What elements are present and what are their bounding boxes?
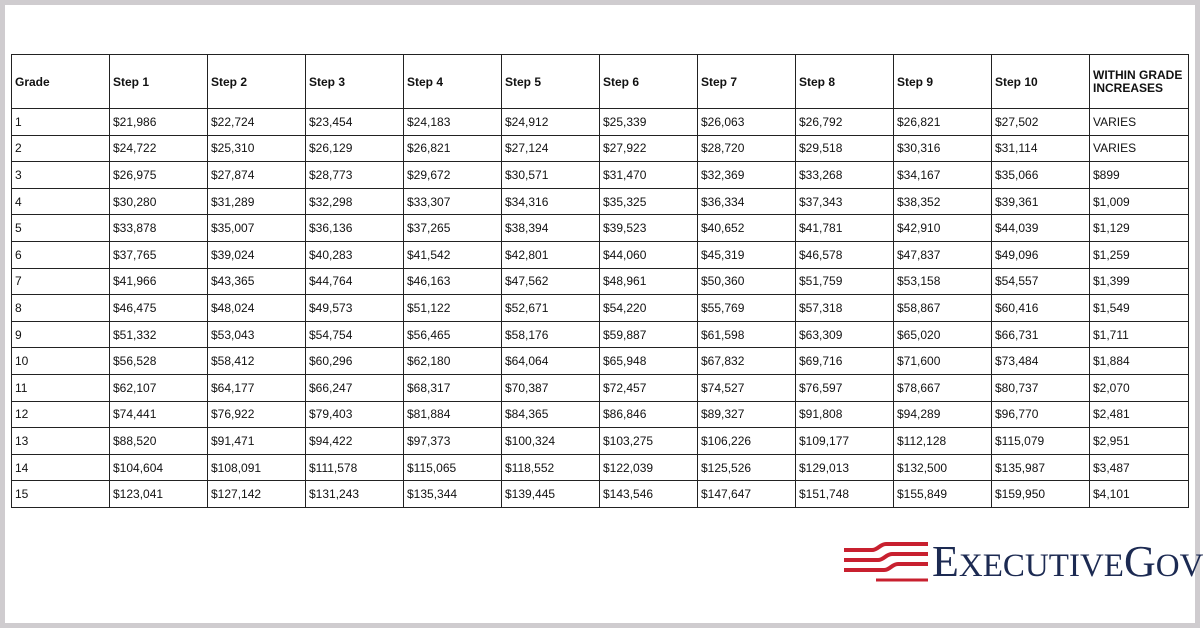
table-cell: $34,316	[502, 188, 600, 215]
pay-table	[11, 54, 1189, 508]
grade-cell: 13	[12, 428, 110, 455]
table-cell: $109,177	[796, 428, 894, 455]
table-cell: $36,334	[698, 188, 796, 215]
table-cell: $26,975	[110, 162, 208, 189]
table-row	[12, 295, 1189, 322]
grade-cell: 14	[12, 454, 110, 481]
table-cell: $26,063	[698, 109, 796, 136]
table-cell: $43,365	[208, 268, 306, 295]
column-header: Step 1	[110, 55, 208, 109]
table-cell: $91,471	[208, 428, 306, 455]
table-cell: $70,387	[502, 374, 600, 401]
table-cell: $26,821	[894, 109, 992, 136]
table-cell: $46,163	[404, 268, 502, 295]
table-cell: $41,966	[110, 268, 208, 295]
table-cell: $103,275	[600, 428, 698, 455]
table-cell: $27,124	[502, 135, 600, 162]
table-cell: $26,792	[796, 109, 894, 136]
table-cell: $29,518	[796, 135, 894, 162]
table-cell: $115,079	[992, 428, 1090, 455]
table-cell: $159,950	[992, 481, 1090, 508]
table-cell: $61,598	[698, 321, 796, 348]
column-header: Step 4	[404, 55, 502, 109]
table-cell: VARIES	[1090, 109, 1189, 136]
table-cell: $31,289	[208, 188, 306, 215]
column-header: Step 5	[502, 55, 600, 109]
table-body	[12, 109, 1189, 508]
table-cell: $27,922	[600, 135, 698, 162]
table-cell: $39,024	[208, 241, 306, 268]
table-cell: $34,167	[894, 162, 992, 189]
table-cell: $155,849	[894, 481, 992, 508]
table-cell: $49,573	[306, 295, 404, 322]
table-cell: $54,754	[306, 321, 404, 348]
table-cell: $112,128	[894, 428, 992, 455]
column-header: Step 2	[208, 55, 306, 109]
table-cell: $60,296	[306, 348, 404, 375]
table-cell: $89,327	[698, 401, 796, 428]
table-cell: $60,416	[992, 295, 1090, 322]
table-cell: $64,064	[502, 348, 600, 375]
table-cell: $118,552	[502, 454, 600, 481]
table-row	[12, 188, 1189, 215]
table-cell: $68,317	[404, 374, 502, 401]
table-cell: $129,013	[796, 454, 894, 481]
table-cell: $62,107	[110, 374, 208, 401]
table-cell: $28,720	[698, 135, 796, 162]
table-row	[12, 215, 1189, 242]
table-cell: $54,220	[600, 295, 698, 322]
table-cell: $66,731	[992, 321, 1090, 348]
table-cell: $80,737	[992, 374, 1090, 401]
table-cell: $46,578	[796, 241, 894, 268]
grade-cell: 9	[12, 321, 110, 348]
grade-cell: 4	[12, 188, 110, 215]
grade-cell: 6	[12, 241, 110, 268]
table-cell: $106,226	[698, 428, 796, 455]
table-cell: $131,243	[306, 481, 404, 508]
table-cell: $44,039	[992, 215, 1090, 242]
table-row	[12, 321, 1189, 348]
table-cell: $73,484	[992, 348, 1090, 375]
table-cell: $33,878	[110, 215, 208, 242]
table-cell: $37,265	[404, 215, 502, 242]
column-header: WITHIN GRADE INCREASES	[1090, 55, 1189, 109]
table-cell: $2,070	[1090, 374, 1189, 401]
table-cell: $56,528	[110, 348, 208, 375]
table-cell: $97,373	[404, 428, 502, 455]
table-cell: $51,332	[110, 321, 208, 348]
table-cell: $74,527	[698, 374, 796, 401]
table-cell: $25,310	[208, 135, 306, 162]
grade-cell: 12	[12, 401, 110, 428]
table-cell: $25,339	[600, 109, 698, 136]
table-cell: $135,987	[992, 454, 1090, 481]
table-cell: $21,986	[110, 109, 208, 136]
table-cell: $81,884	[404, 401, 502, 428]
table-cell: $54,557	[992, 268, 1090, 295]
column-header: Step 7	[698, 55, 796, 109]
table-cell: $91,808	[796, 401, 894, 428]
table-cell: $115,065	[404, 454, 502, 481]
table-cell: $1,009	[1090, 188, 1189, 215]
table-cell: $64,177	[208, 374, 306, 401]
table-cell: $86,846	[600, 401, 698, 428]
table-cell: $35,007	[208, 215, 306, 242]
table-cell: $53,158	[894, 268, 992, 295]
table-cell: $55,769	[698, 295, 796, 322]
table-cell: $37,343	[796, 188, 894, 215]
table-cell: $94,289	[894, 401, 992, 428]
table-cell: $32,369	[698, 162, 796, 189]
table-cell: $27,874	[208, 162, 306, 189]
table-cell: $104,604	[110, 454, 208, 481]
table-cell: $33,268	[796, 162, 894, 189]
table-cell: $72,457	[600, 374, 698, 401]
table-cell: $50,360	[698, 268, 796, 295]
table-cell: $66,247	[306, 374, 404, 401]
table-cell: $30,571	[502, 162, 600, 189]
table-cell: $49,096	[992, 241, 1090, 268]
table-cell: $22,724	[208, 109, 306, 136]
column-header: Step 10	[992, 55, 1090, 109]
table-cell: $1,711	[1090, 321, 1189, 348]
table-cell: $24,722	[110, 135, 208, 162]
table-header	[12, 55, 1189, 109]
grade-cell: 11	[12, 374, 110, 401]
table-cell: $74,441	[110, 401, 208, 428]
table-cell: $100,324	[502, 428, 600, 455]
table-cell: $51,122	[404, 295, 502, 322]
grade-cell: 7	[12, 268, 110, 295]
table-cell: $48,961	[600, 268, 698, 295]
table-cell: $47,562	[502, 268, 600, 295]
table-cell: $35,325	[600, 188, 698, 215]
table-cell: $127,142	[208, 481, 306, 508]
table-row	[12, 374, 1189, 401]
table-cell: $29,672	[404, 162, 502, 189]
table-cell: $1,399	[1090, 268, 1189, 295]
table-cell: $71,600	[894, 348, 992, 375]
grade-cell: 10	[12, 348, 110, 375]
table-cell: $143,546	[600, 481, 698, 508]
table-cell: $84,365	[502, 401, 600, 428]
table-cell: $1,259	[1090, 241, 1189, 268]
table-cell: $48,024	[208, 295, 306, 322]
table-row	[12, 135, 1189, 162]
table-cell: $125,526	[698, 454, 796, 481]
table-cell: $94,422	[306, 428, 404, 455]
table-cell: $139,445	[502, 481, 600, 508]
table-cell: $26,821	[404, 135, 502, 162]
table-cell: $41,781	[796, 215, 894, 242]
table-cell: $37,765	[110, 241, 208, 268]
table-cell: $1,884	[1090, 348, 1189, 375]
table-row	[12, 481, 1189, 508]
table-row	[12, 401, 1189, 428]
column-header: Step 6	[600, 55, 698, 109]
table-cell: $76,922	[208, 401, 306, 428]
table-cell: $69,716	[796, 348, 894, 375]
column-header: Step 8	[796, 55, 894, 109]
table-cell: $147,647	[698, 481, 796, 508]
table-cell: $26,129	[306, 135, 404, 162]
table-row	[12, 241, 1189, 268]
table-cell: $79,403	[306, 401, 404, 428]
table-cell: $23,454	[306, 109, 404, 136]
table-cell: $2,481	[1090, 401, 1189, 428]
header-row	[12, 55, 1189, 109]
table-cell: $38,394	[502, 215, 600, 242]
table-cell: $30,280	[110, 188, 208, 215]
table-cell: $42,910	[894, 215, 992, 242]
table-cell: VARIES	[1090, 135, 1189, 162]
table-cell: $65,948	[600, 348, 698, 375]
table-cell: $122,039	[600, 454, 698, 481]
table-cell: $62,180	[404, 348, 502, 375]
grade-cell: 5	[12, 215, 110, 242]
table-row	[12, 109, 1189, 136]
table-cell: $135,344	[404, 481, 502, 508]
table-cell: $3,487	[1090, 454, 1189, 481]
table-cell: $28,773	[306, 162, 404, 189]
table-cell: $36,136	[306, 215, 404, 242]
table-cell: $78,667	[894, 374, 992, 401]
table-cell: $96,770	[992, 401, 1090, 428]
table-cell: $58,867	[894, 295, 992, 322]
table-cell: $1,129	[1090, 215, 1189, 242]
table-cell: $38,352	[894, 188, 992, 215]
table-cell: $31,470	[600, 162, 698, 189]
column-header: Grade	[12, 55, 110, 109]
table-cell: $40,652	[698, 215, 796, 242]
table-cell: $108,091	[208, 454, 306, 481]
table-cell: $123,041	[110, 481, 208, 508]
table-cell: $33,307	[404, 188, 502, 215]
table-cell: $65,020	[894, 321, 992, 348]
grade-cell: 3	[12, 162, 110, 189]
table-cell: $30,316	[894, 135, 992, 162]
column-header: Step 3	[306, 55, 404, 109]
table-row	[12, 348, 1189, 375]
table-cell: $67,832	[698, 348, 796, 375]
table-cell: $51,759	[796, 268, 894, 295]
table-cell: $44,060	[600, 241, 698, 268]
table-cell: $1,549	[1090, 295, 1189, 322]
grade-cell: 15	[12, 481, 110, 508]
table-cell: $111,578	[306, 454, 404, 481]
table-cell: $45,319	[698, 241, 796, 268]
grade-cell: 8	[12, 295, 110, 322]
table-cell: $63,309	[796, 321, 894, 348]
table-cell: $42,801	[502, 241, 600, 268]
table-cell: $47,837	[894, 241, 992, 268]
logo-wordmark	[932, 534, 1203, 594]
table-cell: $52,671	[502, 295, 600, 322]
table-cell: $58,412	[208, 348, 306, 375]
grade-cell: 2	[12, 135, 110, 162]
logo-wordmark-text: EXECUTIVEGOV	[932, 537, 1203, 586]
table-row	[12, 454, 1189, 481]
table-cell: $39,523	[600, 215, 698, 242]
table-cell: $32,298	[306, 188, 404, 215]
table-cell: $27,502	[992, 109, 1090, 136]
table-cell: $31,114	[992, 135, 1090, 162]
table-cell: $35,066	[992, 162, 1090, 189]
table-row	[12, 428, 1189, 455]
table-cell: $4,101	[1090, 481, 1189, 508]
table-cell: $899	[1090, 162, 1189, 189]
table-cell: $44,764	[306, 268, 404, 295]
table-cell: $24,912	[502, 109, 600, 136]
table-cell: $88,520	[110, 428, 208, 455]
table-cell: $58,176	[502, 321, 600, 348]
table-cell: $40,283	[306, 241, 404, 268]
table-cell: $56,465	[404, 321, 502, 348]
table-row	[12, 268, 1189, 295]
table-cell: $46,475	[110, 295, 208, 322]
grade-cell: 1	[12, 109, 110, 136]
table-cell: $24,183	[404, 109, 502, 136]
table-cell: $53,043	[208, 321, 306, 348]
table-cell: $2,951	[1090, 428, 1189, 455]
table-cell: $57,318	[796, 295, 894, 322]
table-cell: $41,542	[404, 241, 502, 268]
table-cell: $151,748	[796, 481, 894, 508]
table-cell: $76,597	[796, 374, 894, 401]
flag-stripes-icon	[844, 544, 928, 580]
table-cell: $39,361	[992, 188, 1090, 215]
table-cell: $132,500	[894, 454, 992, 481]
table-row	[12, 162, 1189, 189]
column-header: Step 9	[894, 55, 992, 109]
table-cell: $59,887	[600, 321, 698, 348]
